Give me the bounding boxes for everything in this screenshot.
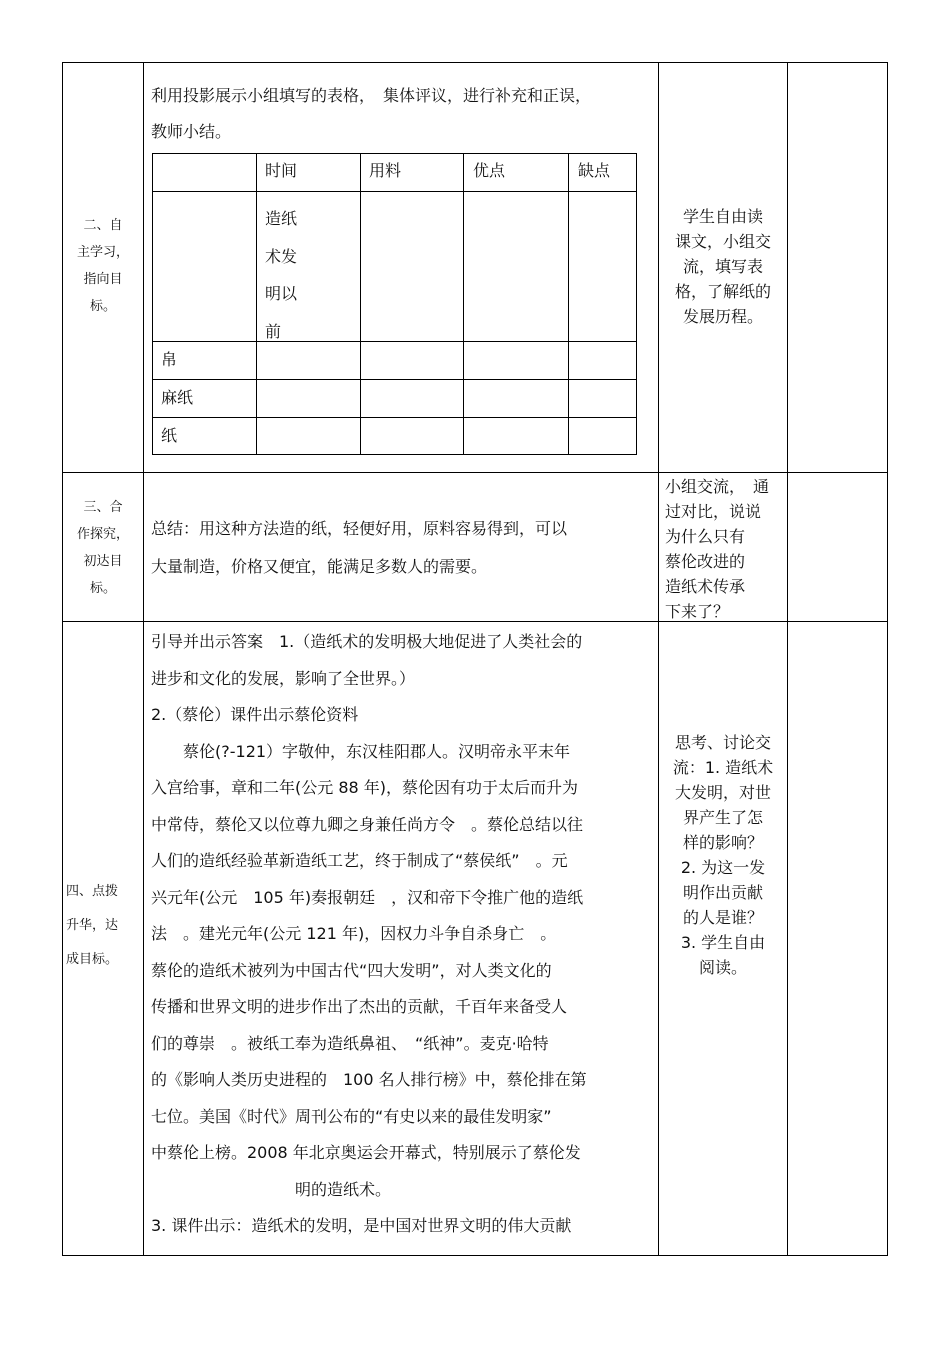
header-material: 用料 <box>369 161 402 180</box>
column-divider <box>787 62 788 1256</box>
stage-label-cooperative-inquiry: 三、合 作探究， 初达目 标。 <box>76 500 129 596</box>
row-divider <box>62 472 888 473</box>
summary-text: 总结：用这种方法造的纸，轻便好用，原料容易得到，可以 大量制造，价格又便宜，能满足多数人的需要。 <box>151 519 568 576</box>
inner-col-divider <box>360 153 361 455</box>
header-time: 时间 <box>265 161 298 180</box>
row-label-hemp-paper: 麻纸 <box>161 388 194 407</box>
row-label-silk: 帛 <box>161 350 178 369</box>
inner-row-divider <box>152 379 637 380</box>
column-divider <box>143 62 144 1256</box>
cai-lun-material-text: 引导并出示答案 1.（造纸术的发明极大地促进了人类社会的 进步和文化的发展，影响了全世界。） 2.（蔡伦）课件出示蔡伦资料 蔡伦(?-121）字敬仲，东汉桂阳郡人。汉明帝永平末年 入宫给事，章和二年(公元 88 年)，蔡伦因有功于太后而升为 中常侍，蔡伦又以位尊九卿之身兼任尚方令 。蔡伦总结以往 人们的造纸经验革新造纸工艺，终于制成了“蔡侯纸” 。元 兴元年(公元 105 年)奏报朝廷 ，汉和帝下令推广他的造纸 法 。建光元年(公元 121 年)，因权力斗争自杀身亡 。 蔡伦的造纸术被列为中国古代“四大发明”，对人类文化的 传播和世界文明的进步作出了杰出的贡献，千百年来备受人 们的尊崇 。被纸工奉为造纸鼻祖、 “纸神”。麦克·哈特 的《影响人类历史进程的 100 名人排行榜》中，蔡伦排在第 七位。美国《时代》周刊公布的“有史以来的最佳发明家” 中蔡伦上榜。2008 年北京奥运会开幕式，特别展示了蔡伦发 明的造纸术。 3. 课件出示：造纸术的发明，是中国对世界文明的伟大贡献 <box>151 632 587 1235</box>
table-bottom-border <box>62 1255 888 1256</box>
inner-col-divider <box>256 153 257 455</box>
student-discussion-text: 小组交流， 通 过对比，说说 为什么只有 蔡伦改进的 造纸术传承 下来了？ <box>665 477 770 621</box>
row-label-paper: 纸 <box>161 426 178 445</box>
teacher-activity-text: 利用投影展示小组填写的表格， 集体评议，进行补充和正误， 教师小结。 <box>151 86 592 141</box>
inner-row-divider <box>152 341 637 342</box>
inner-table-border <box>152 153 637 455</box>
student-activity-text: 学生自由读 课文，小组交 流，填写表 格，了解纸的 发展历程。 <box>674 207 771 326</box>
stage-label-guidance: 四、点拨 升华，达 成目标。 <box>66 884 119 967</box>
inner-col-divider <box>463 153 464 455</box>
inner-col-divider <box>568 153 569 455</box>
inner-row-divider <box>152 191 637 192</box>
column-divider <box>658 62 659 1256</box>
student-thinking-text: 思考、讨论交 流：1. 造纸术 大发明，对世 界产生了怎 样的影响？ 2. 为这一发 明作出贡献 的人是谁？ 3. 学生自由 阅读。 <box>672 733 774 977</box>
time-cell-before-invention: 造纸 术发 明以 前 <box>265 209 298 341</box>
stage-label-self-study: 二、自 主学习， 指向目 标。 <box>76 218 129 314</box>
header-disadvantage: 缺点 <box>578 161 611 180</box>
header-advantage: 优点 <box>473 161 506 180</box>
inner-row-divider <box>152 417 637 418</box>
